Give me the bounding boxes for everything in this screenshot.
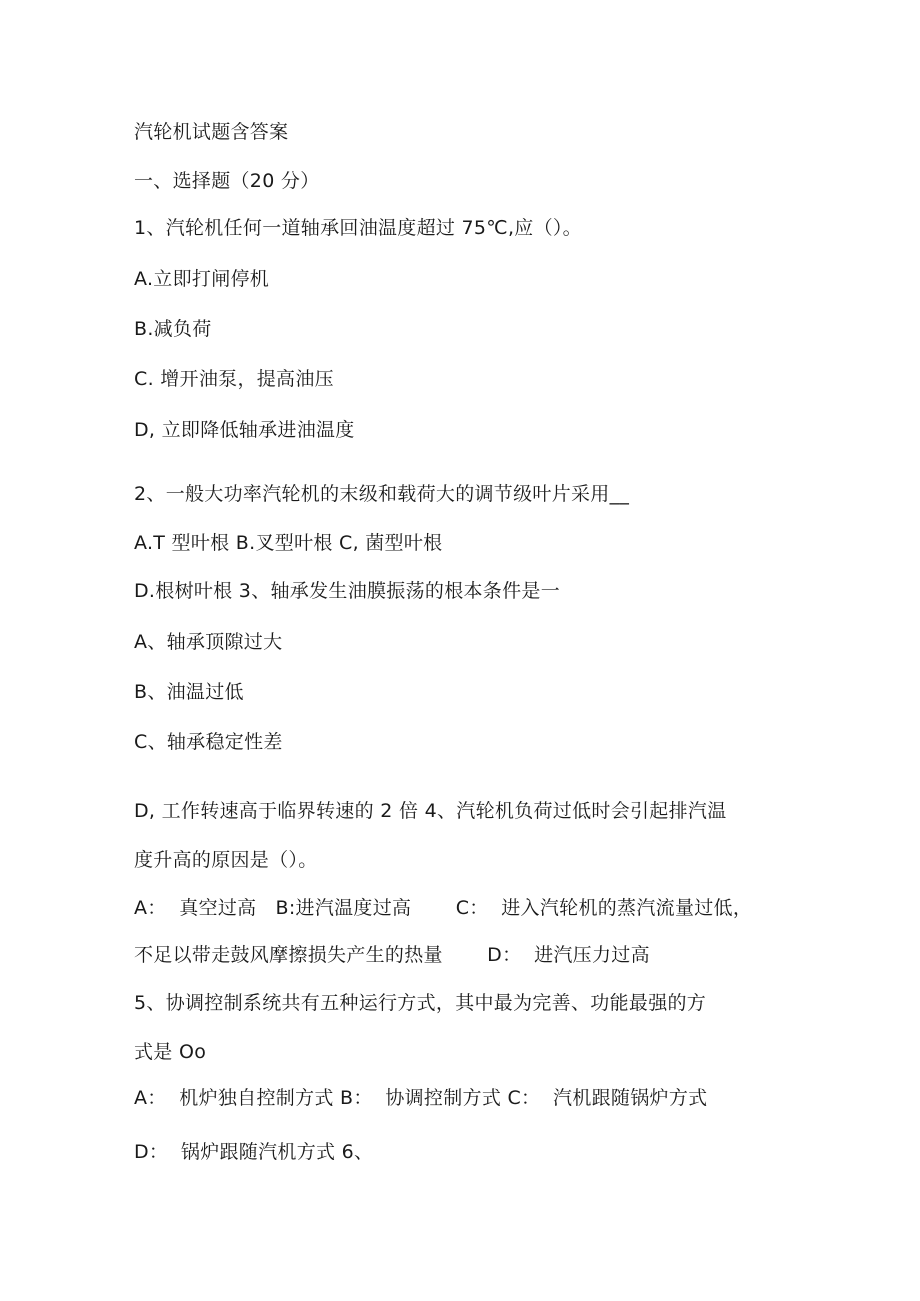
q3-option-c: C、轴承稳定性差 [134,731,283,753]
question-2: 2、一般大功率汽轮机的末级和载荷大的调节级叶片采用__ [134,483,630,505]
q2-options-abc: A.T 型叶根 B.叉型叶根 C, 菌型叶根 [134,532,443,554]
q5-option-d-question-6: D： 锅炉跟随汽机方式 6、 [134,1141,374,1163]
q1-option-d: D, 立即降低轴承进油温度 [134,419,355,441]
section-heading: 一、选择题（20 分） [134,170,320,192]
q3-option-b: B、油温过低 [134,681,244,703]
question-5: 5、协调控制系统共有五种运行方式，其中最为完善、功能最强的方 [134,992,707,1014]
q4-options-abc: A： 真空过高 B:进汽温度过高 C： 进入汽轮机的蒸汽流量过低， [134,897,753,919]
q3-option-a: A、轴承顶隙过大 [134,631,283,653]
q1-option-c: C. 增开油泵，提高油压 [134,368,334,390]
document-title: 汽轮机试题含答案 [134,121,289,143]
q1-option-b: B.减负荷 [134,318,212,340]
question-4-cont: 度升高的原因是（）。 [134,849,318,871]
question-5-cont: 式是 Oo [134,1041,207,1063]
q3-option-d-question-4: D, 工作转速高于临界转速的 2 倍 4、汽轮机负荷过低时会引起排汽温 [134,800,727,822]
q1-option-a: A.立即打闸停机 [134,268,270,290]
q2-option-d-question-3: D.根树叶根 3、轴承发生油膜振荡的根本条件是一 [134,580,560,602]
q4-options-cont: 不足以带走鼓风摩擦损失产生的热量 D： 进汽压力过高 [134,944,650,966]
question-1: 1、汽轮机任何一道轴承回油温度超过 75℃,应（）。 [134,217,582,239]
q5-options-abc: A： 机炉独自控制方式 B： 协调控制方式 C： 汽机跟随锅炉方式 [134,1087,708,1109]
